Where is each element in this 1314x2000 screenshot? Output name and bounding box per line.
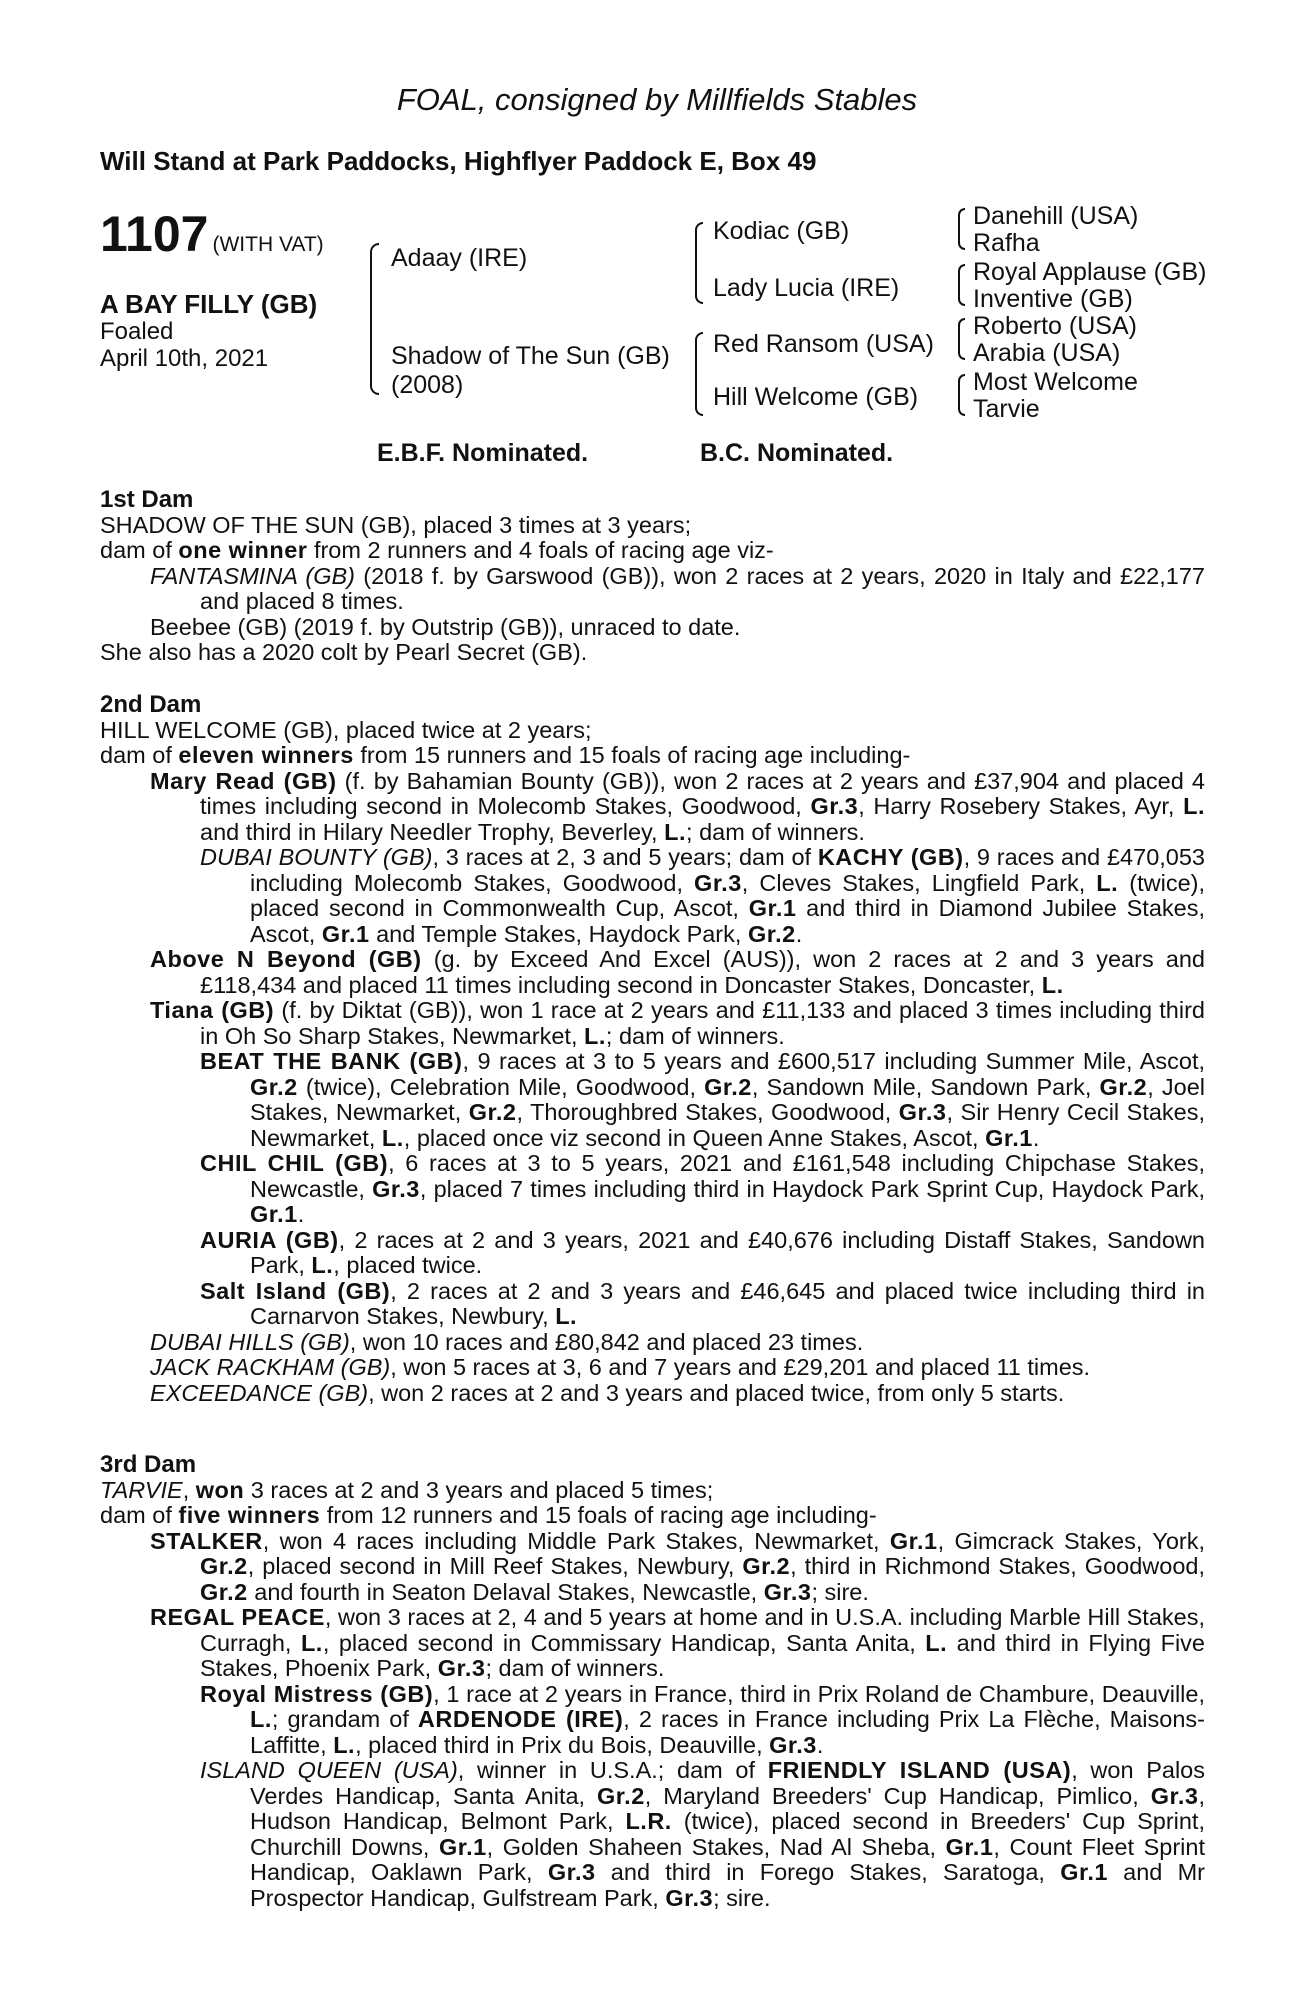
pedigree-sire-sire: Kodiac (GB) (713, 217, 850, 245)
produce-above-n-beyond: Above N Beyond (GB) (g. by Exceed And Excel (AUS)), won 2 races at 2 and 3 years and £118,434 and placed 11 times including second in Doncaster Stakes, Doncaster, L. (150, 946, 1205, 998)
produce-beebee: Beebee (GB) (2019 f. by Outstrip (GB)), unraced to date. (150, 613, 741, 640)
produce-chil-chil: CHIL CHIL (GB), 6 races at 3 to 5 years, 2021 and £161,548 including Chipchase Stakes, Newcastle, Gr.3, placed 7 times including third in Haydock Park Sprint Cup, Haydock Park, Gr.1. (200, 1150, 1206, 1227)
produce-royal-mistress: Royal Mistress (GB), 1 race at 2 years in France, third in Prix Roland de Chambure, Deauville, L.; grandam of ARDENODE (IRE), 2 races in France including Prix La Flèche, Maisons-Laffitte, L., placed third in Prix du Bois, Deauville, Gr.3. (200, 1680, 1205, 1758)
produce-salt-island: Salt Island (GB), 2 races at 2 and 3 years and £46,645 and placed twice including third in Carnarvon Stakes, Newbury, L. (200, 1277, 1205, 1329)
produce-exceedance: EXCEEDANCE (GB), won 2 races at 2 and 3 years and placed twice, from only 5 starts. (150, 1379, 1065, 1406)
second-dam-line: HILL WELCOME (GB), placed twice at 2 years; (100, 716, 592, 743)
produce-mary-read: Mary Read (GB) (f. by Bahamian Bounty (GB)), won 2 races at 2 years and £37,904 and placed 4 times including second in Molecomb Stakes, Goodwood, Gr.3, Harry Rosebery Stakes, Ayr, L. and third in Hilary Needler Trophy, Beverley, L.; dam of winners. (150, 767, 1205, 845)
ebf-nomination: E.B.F. Nominated. (377, 439, 589, 467)
lot-heading (100, 205, 324, 263)
lot-number: 1107 (100, 206, 209, 262)
third-dam-line: TARVIE, won 3 races at 2 and 3 years and placed 5 times; (100, 1476, 714, 1503)
pedigree-dam: Shadow of The Sun (GB) (391, 342, 670, 370)
pedigree-brace-dam (695, 332, 703, 416)
produce-regal-peace: REGAL PEACE, won 3 races at 2, 4 and 5 years at home and in U.S.A. including Marble Hill Stakes, Curragh, L., placed second in Commissary Handicap, Santa Anita, L. and third in Flying Five Stakes, Phoenix Park, Gr.3; dam of winners. (150, 1604, 1206, 1681)
pedigree-sire: Adaay (IRE) (391, 244, 528, 272)
pedigree-ggp-8: Tarvie (973, 395, 1040, 423)
stable-location: Will Stand at Park Paddocks, Highflyer Paddock E, Box 49 (100, 146, 817, 176)
second-dam-heading: 2nd Dam (100, 691, 202, 718)
produce-stalker: STALKER, won 4 races including Middle Park Stakes, Newmarket, Gr.1, Gimcrack Stakes, York, Gr.2, placed second in Mill Reef Stakes, Newbury, Gr.2, third in Richmond Stakes, Goodwood, Gr.2 and fourth in Seaton Delaval Stakes, Newcastle, Gr.3; sire. (150, 1527, 1205, 1605)
pedigree-ggp-2: Rafha (973, 229, 1040, 257)
first-dam-line: SHADOW OF THE SUN (GB), placed 3 times at 3 years; (100, 511, 692, 538)
produce-beat-the-bank: BEAT THE BANK (GB), 9 races at 3 to 5 years and £600,517 including Summer Mile, Ascot, Gr.2 (twice), Celebration Mile, Goodwood, Gr.2, Sandown Mile, Sandown Park, Gr.2, Joel Stakes, Newmarket, Gr.2, Thoroughbred Stakes, Goodwood, Gr.3, Sir Henry Cecil Stakes, Newmarket, L., placed once viz second in Queen Anne Stakes, Ascot, Gr.1. (200, 1048, 1206, 1151)
first-dam-section (100, 487, 1205, 666)
bc-nomination: B.C. Nominated. (700, 439, 894, 467)
pedigree-brace-sire (695, 222, 703, 304)
produce-note: She also has a 2020 colt by Pearl Secret (GB). (100, 639, 588, 665)
pedigree-brace-ggp1 (958, 208, 965, 250)
pedigree-ggp-1: Danehill (USA) (973, 202, 1139, 230)
pedigree-ggp-4: Inventive (GB) (973, 285, 1133, 313)
vat-label: (WITH VAT) (212, 233, 324, 256)
foaled-date: April 10th, 2021 (100, 345, 269, 372)
produce-auria: AURIA (GB), 2 races at 2 and 3 years, 2021 and £40,676 including Distaff Stakes, Sandown Park, L., placed twice. (200, 1226, 1205, 1278)
first-dam-heading: 1st Dam (100, 486, 194, 513)
pedigree-dam-year: (2008) (391, 371, 464, 399)
third-dam-produce-line: dam of five winners from 12 runners and 15 foals of racing age including- (100, 1502, 877, 1528)
first-dam-produce-line: dam of one winner from 2 runners and 4 foals of racing age viz- (100, 537, 774, 563)
produce-dubai-hills: DUBAI HILLS (GB), won 10 races and £80,842 and placed 23 times. (150, 1328, 864, 1355)
second-dam-produce-line: dam of eleven winners from 15 runners and 15 foals of racing age including- (100, 742, 911, 768)
pedigree-ggp-7: Most Welcome (973, 368, 1138, 396)
pedigree-ggp-6: Arabia (USA) (973, 339, 1121, 367)
produce-fantasmina: FANTASMINA (GB) (2018 f. by Garswood (GB)), won 2 races at 2 years, 2020 in Italy and £22,177 and placed 8 times. (150, 562, 1205, 614)
lot-description: A BAY FILLY (GB) (100, 289, 318, 319)
pedigree-ggp-3: Royal Applause (GB) (973, 258, 1207, 286)
pedigree-dam-dam: Hill Welcome (GB) (713, 383, 919, 411)
produce-island-queen: ISLAND QUEEN (USA), winner in U.S.A.; dam of FRIENDLY ISLAND (USA), won Palos Verdes Handicap, Santa Anita, Gr.2, Maryland Breeders' Cup Handicap, Pimlico, Gr.3, Hudson Handicap, Belmont Park, L.R. (twice), placed second in Breeders' Cup Sprint, Churchill Downs, Gr.1, Golden Shaheen Stakes, Nad Al Sheba, Gr.1, Count Fleet Sprint Handicap, Oaklawn Park, Gr.3 and third in Forego Stakes, Saratoga, Gr.1 and Mr Prospector Handicap, Gulfstream Park, Gr.3; sire. (200, 1757, 1206, 1911)
third-dam-heading: 3rd Dam (100, 1451, 197, 1478)
produce-jack-rackham: JACK RACKHAM (GB), won 5 races at 3, 6 and 7 years and £29,201 and placed 11 times. (150, 1354, 1091, 1380)
pedigree-sire-dam: Lady Lucia (IRE) (713, 274, 900, 302)
produce-tiana: Tiana (GB) (f. by Diktat (GB)), won 1 race at 2 years and £11,133 and placed 3 times including third in Oh So Sharp Stakes, Newmarket, L.; dam of winners. (150, 997, 1205, 1049)
pedigree-dam-sire: Red Ransom (USA) (713, 330, 934, 358)
produce-dubai-bounty: DUBAI BOUNTY (GB), 3 races at 2, 3 and 5 years; dam of KACHY (GB), 9 races and £470,053 including Molecomb Stakes, Goodwood, Gr.3, Cleves Stakes, Lingfield Park, L. (twice), placed second in Commonwealth Cup, Ascot, Gr.1 and third in Diamond Jubilee Stakes, Ascot, Gr.1 and Temple Stakes, Haydock Park, Gr.2. (200, 844, 1205, 947)
pedigree-brace-ggp3 (958, 318, 965, 360)
foaled-label: Foaled (100, 318, 174, 345)
third-dam-section (100, 1452, 1205, 1911)
consignor-line: FOAL, consigned by Millfields Stables (396, 82, 918, 117)
second-dam-section (100, 692, 1205, 1406)
pedigree-ggp-5: Roberto (USA) (973, 312, 1137, 340)
pedigree-brace-main (370, 243, 379, 395)
pedigree-brace-ggp2 (958, 264, 965, 306)
pedigree-brace-ggp4 (958, 374, 965, 416)
